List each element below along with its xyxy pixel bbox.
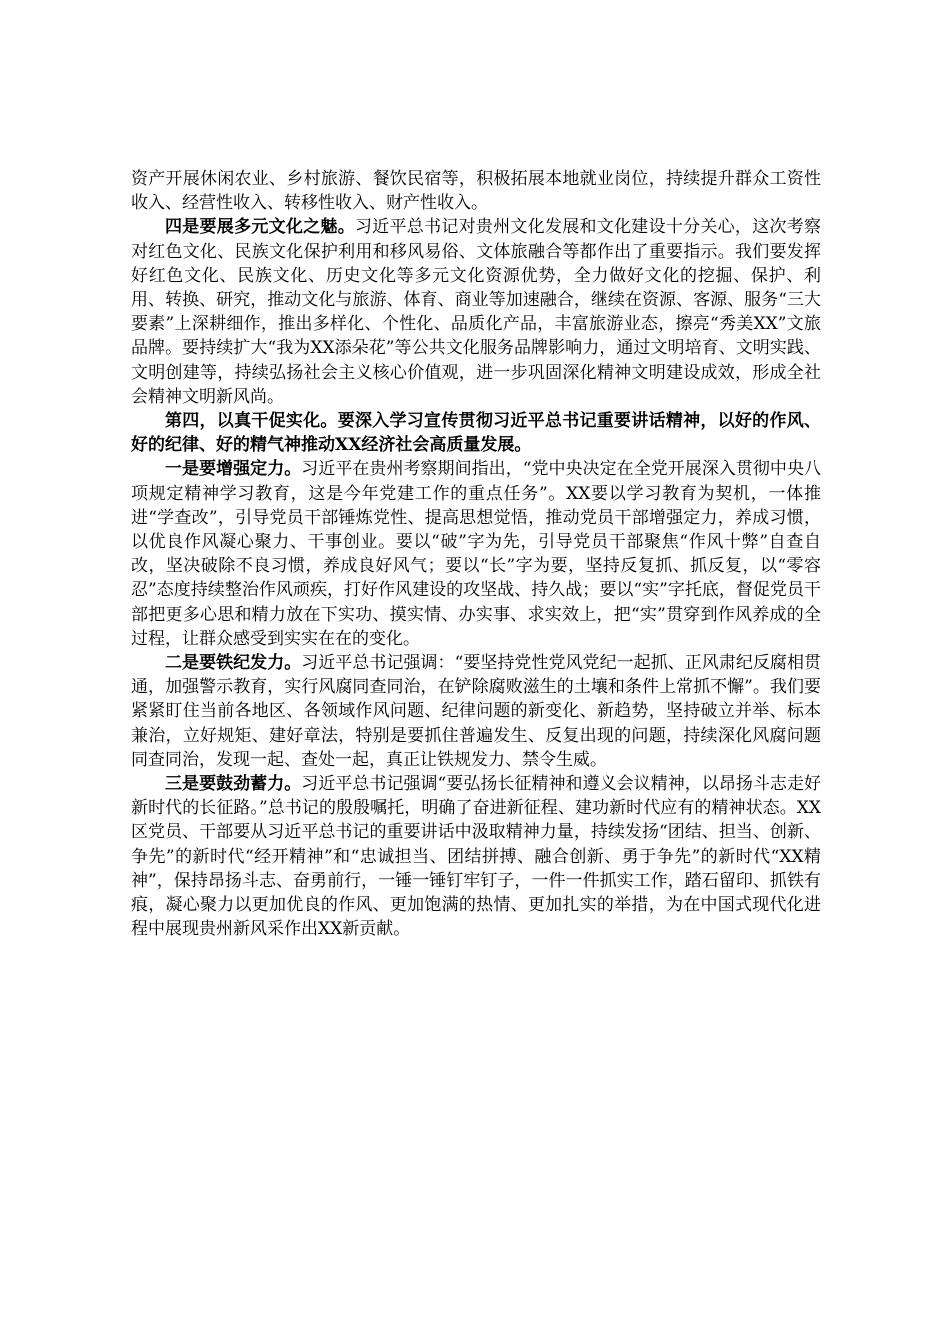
paragraph-text: 习近平总书记强调“要弘扬长征精神和遵义会议精神，以昂扬斗志走好新时代的长征路。”总书记的殷殷嘱托，明确了奋进新征程、建功新时代应有的精神状态。XX区党员、干部要从习近平总书记的重要讲话中汲取精神力量，持续发扬“团结、担当、创新、争先”的新时代“经开精神”和“忠诚担当、团结拼搏、融合创新、勇于争先”的新时代“XX精神”，保持昂扬斗志、奋勇前行，一锤一锤钉牢钉子，一件一件抓实工作，踏石留印、抓铁有痕，凝心聚力以更加优良的作风、更加饱满的热情、更加扎实的举措，为在中国式现代化进程中展现贵州新风采作出XX新贡献。 bbox=[131, 774, 821, 940]
paragraph-motivation bbox=[131, 772, 821, 941]
paragraph-text: 习近平总书记对贵州文化发展和文化建设十分关心，这次考察对红色文化、民族文化保护利用和移风易俗、文体旅融合等都作出了重要指示。我们要发挥好红色文化、民族文化、历史文化等多元文化资源优势，全力做好文化的挖掘、保护、利用、转换、研究，推动文化与旅游、体育、商业等加速融合，继续在资源、客源、服务“三大要素”上深耕细作，推出多样化、个性化、品质化产品，丰富旅游业态，擦亮“秀美XX”文旅品牌。要持续扩大“我为XX添朵花”等公共文化服务品牌影响力，通过文明培育、文明实践、文明创建等，持续弘扬社会主义核心价值观，进一步巩固深化精神文明建设成效，形成全社会精神文明新风尚。 bbox=[131, 217, 822, 407]
paragraph-text: 习近平总书记强调：“要坚持党性党风党纪一起抓、正风肃纪反腐相贯通，加强警示教育，实行风腐同查同治，在铲除腐败滋生的土壤和条件上常抓不懈”。我们要紧紧盯住当前各地区、各领域作风问题、纪律问题的新变化、新趋势，坚持破立并举、标本兼治，立好规矩、建好章法，特别是要抓住普遍发生、反复出现的问题，持续深化风腐问题同查同治，发现一起、查处一起，真正让铁规发力、禁令生威。 bbox=[131, 653, 821, 770]
paragraph-resolve bbox=[131, 457, 821, 651]
paragraph-lead: 三是要鼓劲蓄力。 bbox=[165, 774, 302, 795]
paragraph-lead: 四是要展多元文化之魅。 bbox=[165, 217, 355, 238]
paragraph-lead: 二是要铁纪发力。 bbox=[165, 653, 302, 674]
paragraph-text: 习近平在贵州考察期间指出，“党中央决定在全党开展深入贯彻中央八项规定精神学习教育，这是今年党建工作的重点任务”。XX要以学习教育为契机，一体推进“学查改”，引导党员干部锤炼党性、提高思想觉悟，推动党员干部增强定力，养成习惯，以优良作风凝心聚力、干事创业。要以“破”字为先，引导党员干部聚焦“作风十弊”自查自改，坚决破除不良习惯，养成良好风气；要以“长”字为要，坚持反复抓、抓反复，以“零容忍”态度持续整治作风顽疾，打好作风建设的攻坚战、持久战；要以“实”字托底，督促党员干部把更多心思和精力放在下实功、摸实情、办实事、求实效上，把“实”贯穿到作风养成的全过程，让群众感受到实实在在的变化。 bbox=[131, 459, 821, 649]
paragraph-text: 资产开展休闲农业、乡村旅游、餐饮民宿等，积极拓展本地就业岗位，持续提升群众工资性收入、经营性收入、转移性收入、财产性收入。 bbox=[131, 169, 821, 214]
paragraph-lead: 一是要增强定力。 bbox=[165, 459, 302, 480]
paragraph-culture bbox=[131, 215, 821, 409]
document-page bbox=[131, 167, 821, 942]
paragraph-discipline bbox=[131, 651, 821, 772]
section-heading: 第四，以真干促实化。要深入学习宣传贯彻习近平总书记重要讲话精神，以好的作风、好的纪律、好的精气神推动XX经济社会高质量发展。 bbox=[131, 411, 821, 456]
paragraph-continuation bbox=[131, 167, 821, 215]
